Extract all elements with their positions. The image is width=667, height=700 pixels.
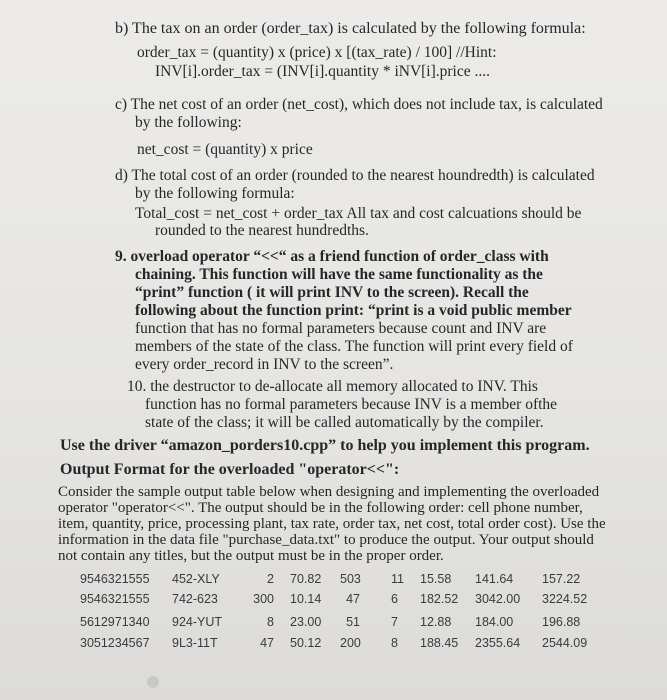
cell-order-tax: 188.45 [420,636,459,650]
cell-plant: 51 [346,615,360,629]
section-b-heading: b) The tax on an order (order_tax) is calculated by the following formula: [115,20,586,37]
cell-quantity: 8 [267,615,274,629]
cell-plant: 503 [340,572,361,586]
paragraph-line: not contain any titles, but the output must be in the proper order. [58,548,444,564]
formula-line: Total_cost = net_cost + order_tax All tax and cost calcuations should be [135,205,582,222]
text-line: by the following formula: [135,185,295,202]
cell-total-cost: 157.22 [542,572,581,586]
section-c-heading: c) The net cost of an order (net_cost), which does not include tax, is calculated [115,96,603,113]
formula-line: INV[i].order_tax = (INV[i].quantity * iNV[i].price .... [155,63,490,80]
cell-quantity: 2 [267,572,274,586]
decorative-dot [147,676,159,688]
item-9-line: chaining. This function will have the same functionality as the [135,266,543,283]
paragraph-line: information in the data file "purchase_data.txt" to produce the output. Your output should [58,532,594,548]
cell-price: 70.82 [290,572,322,586]
cell-item: 452-XLY [172,572,220,586]
item-9-line: 9. overload operator “<<“ as a friend function of order_class with [115,248,549,265]
table-row [80,592,640,610]
cell-net-cost: 3042.00 [475,592,521,606]
paragraph-line: operator "operator<<". The output should be in the following order: cell phone number, [58,500,583,516]
cell-total-cost: 2544.09 [542,636,588,650]
item-10-line: function has no formal parameters because INV is a member ofthe [145,396,558,413]
cell-plant: 47 [346,592,360,606]
formula-line: net_cost = (quantity) x price [137,141,313,158]
cell-phone: 5612971340 [80,615,150,629]
cell-total-cost: 196.88 [542,615,581,629]
cell-net-cost: 141.64 [475,572,514,586]
cell-order-tax: 15.58 [420,572,452,586]
cell-plant: 200 [340,636,361,650]
text-line: rounded to the nearest hundredths. [155,222,369,239]
cell-price: 10.14 [290,592,322,606]
item-9-line: “print” function ( it will print INV to the screen). Recall the [135,284,529,301]
cell-price: 23.00 [290,615,322,629]
table-row [80,615,640,633]
item-9-line: function that has no formal parameters because count and INV are [135,320,547,337]
item-10-line: 10. the destructor to de-allocate all memory allocated to INV. This [127,378,538,395]
cell-phone: 3051234567 [80,636,150,650]
cell-phone: 9546321555 [80,592,150,606]
table-row [80,636,640,654]
cell-tax-rate: 7 [391,615,398,629]
item-9-line: every order_record in INV to the screen”. [135,356,394,373]
cell-item: 742-623 [172,592,218,606]
driver-instruction: Use the driver “amazon_porders10.cpp” to help you implement this program. [60,437,590,454]
cell-order-tax: 12.88 [420,615,452,629]
cell-phone: 9546321555 [80,572,150,586]
cell-item: 9L3-11T [172,636,218,650]
item-9-line: members of the state of the class. The function will print every field of [135,338,573,355]
output-format-heading: Output Format for the overloaded "operator<<": [60,461,400,478]
formula-line: order_tax = (quantity) x (price) x [(tax_rate) / 100] //Hint: [137,44,497,61]
paragraph-line: Consider the sample output table below when designing and implementing the overloaded [58,484,600,500]
item-10-line: state of the class; it will be called automatically by the compiler. [145,414,544,431]
item-9-line: following about the function print: “print is a void public member [135,302,572,319]
cell-tax-rate: 11 [391,572,404,586]
cell-quantity: 300 [253,592,274,606]
cell-order-tax: 182.52 [420,592,459,606]
cell-total-cost: 3224.52 [542,592,588,606]
section-d-heading: d) The total cost of an order (rounded to the nearest houndredth) is calculated [115,167,595,184]
cell-tax-rate: 8 [391,636,398,650]
table-row [80,572,640,590]
cell-net-cost: 184.00 [475,615,514,629]
cell-quantity: 47 [260,636,274,650]
text-line: by the following: [135,114,242,131]
cell-price: 50.12 [290,636,322,650]
paragraph-line: item, quantity, price, processing plant, tax rate, order tax, net cost, total order cost). Use the [58,516,606,532]
cell-net-cost: 2355.64 [475,636,521,650]
cell-item: 924-YUT [172,615,223,629]
cell-tax-rate: 6 [391,592,398,606]
